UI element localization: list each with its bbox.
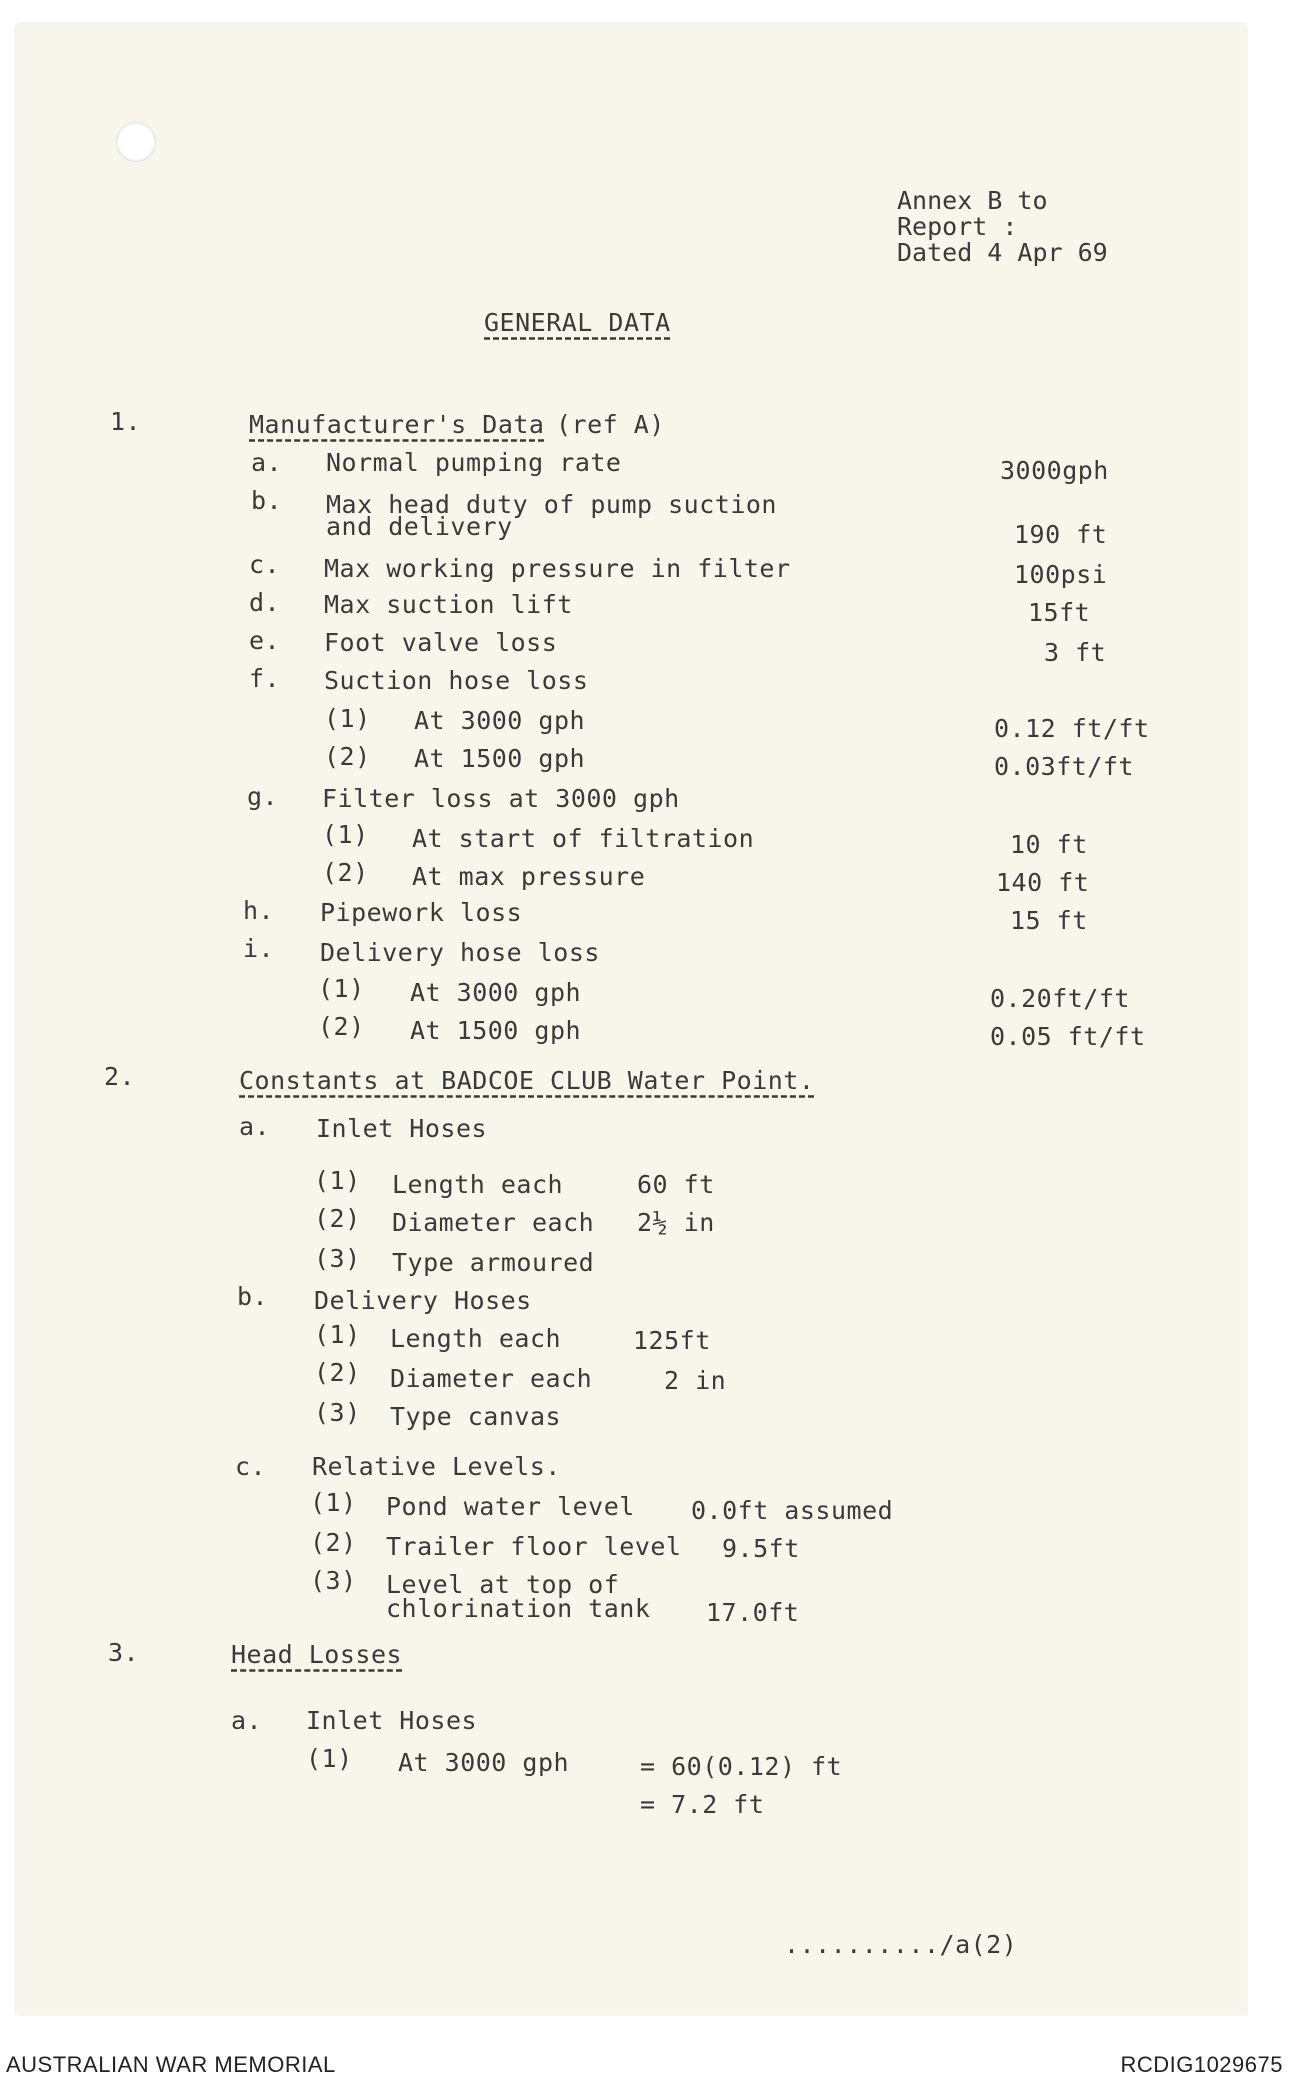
sub-label: At 1500 gph — [410, 1016, 582, 1045]
section-ref: (ref A) — [556, 410, 665, 439]
archive-footer-right: RCDIG1029675 — [1120, 2052, 1283, 2077]
annex-reference — [897, 188, 1157, 266]
sub-value: 9.5ft — [722, 1534, 800, 1563]
punch-hole — [116, 122, 156, 162]
item-label: Foot valve loss — [324, 628, 558, 657]
sub-label: Pond water level — [386, 1492, 635, 1521]
sub-label: Type canvas — [390, 1402, 562, 1431]
sub-label: At start of filtration — [412, 824, 755, 853]
section-number: 2. — [104, 1062, 136, 1091]
item-label: Delivery hose loss — [320, 938, 600, 967]
item-letter: a. — [251, 448, 283, 477]
item-value: 3 ft — [1044, 638, 1107, 667]
item-letter: b. — [237, 1282, 269, 1311]
sub-label: Diameter each — [390, 1364, 593, 1393]
sub-label: At 1500 gph — [414, 744, 586, 773]
item-value: 0.03ft/ft — [994, 752, 1134, 781]
sub-number: (1) — [306, 1744, 353, 1773]
section-number: 1. — [110, 407, 142, 436]
item-letter: b. — [251, 486, 283, 515]
item-label-cont: and delivery — [326, 512, 513, 541]
sub-label: Length each — [392, 1170, 564, 1199]
section-heading: Constants at BADCOE CLUB Water Point. — [239, 1066, 815, 1095]
item-label: Max suction lift — [324, 590, 573, 619]
item-letter: f. — [249, 664, 281, 693]
item-label: Normal pumping rate — [326, 448, 622, 477]
item-label: Relative Levels. — [312, 1452, 561, 1481]
sub-number: (1) — [322, 820, 369, 849]
sub-value: 2½ in — [637, 1208, 715, 1237]
annex-line: Dated 4 Apr 69 — [897, 238, 1108, 267]
item-value: 140 ft — [996, 868, 1090, 897]
sub-label: At 3000 gph — [398, 1748, 570, 1777]
sub-label: Diameter each — [392, 1208, 595, 1237]
item-letter: h. — [243, 896, 275, 925]
sub-number: (3) — [314, 1398, 361, 1427]
sub-number: (1) — [314, 1166, 361, 1195]
continuation-marker: ........../a(2) — [784, 1930, 1018, 1959]
sub-value: 17.0ft — [706, 1598, 800, 1627]
item-value: 0.20ft/ft — [990, 984, 1130, 1013]
sub-number: (3) — [310, 1566, 357, 1595]
sub-number: (2) — [310, 1528, 357, 1557]
sub-label: Length each — [390, 1324, 562, 1353]
annex-line: Report : — [897, 212, 1018, 241]
item-letter: c. — [249, 550, 281, 579]
sub-label-cont: chlorination tank — [386, 1594, 651, 1623]
equation: = 60(0.12) ft — [640, 1752, 843, 1781]
item-label: Filter loss at 3000 gph — [322, 784, 680, 813]
item-label: Inlet Hoses — [316, 1114, 488, 1143]
sub-number: (2) — [324, 742, 371, 771]
item-label: Max working pressure in filter — [324, 554, 791, 583]
archive-footer-left: AUSTRALIAN WAR MEMORIAL — [6, 2052, 336, 2077]
sub-value: 0.0ft assumed — [691, 1496, 894, 1525]
item-value: 100psi — [1014, 560, 1108, 589]
sub-number: (1) — [324, 704, 371, 733]
item-letter: a. — [231, 1706, 263, 1735]
section-number: 3. — [108, 1638, 140, 1667]
annex-line: Annex B to — [897, 186, 1048, 215]
sub-value: 2 in — [664, 1366, 727, 1395]
item-label: Max head duty of pump suction — [326, 490, 777, 519]
item-value: 10 ft — [1010, 830, 1088, 859]
item-letter: a. — [239, 1112, 271, 1141]
item-value: 3000gph — [1000, 456, 1109, 485]
sub-label: At 3000 gph — [414, 706, 586, 735]
item-value: 0.12 ft/ft — [994, 714, 1150, 743]
sub-label: At 3000 gph — [410, 978, 582, 1007]
item-letter: c. — [235, 1452, 267, 1481]
sub-number: (1) — [314, 1320, 361, 1349]
item-letter: e. — [249, 626, 281, 655]
item-letter: d. — [249, 588, 281, 617]
sub-label: Type armoured — [392, 1248, 595, 1277]
item-value: 0.05 ft/ft — [990, 1022, 1146, 1051]
sub-value: 125ft — [633, 1326, 711, 1355]
sub-number: (2) — [314, 1204, 361, 1233]
item-label: Inlet Hoses — [306, 1706, 478, 1735]
sub-number: (2) — [314, 1358, 361, 1387]
item-letter: g. — [247, 782, 279, 811]
sub-label: Trailer floor level — [386, 1532, 682, 1561]
sub-number: (1) — [318, 974, 365, 1003]
item-label: Pipework loss — [320, 898, 523, 927]
sub-number: (2) — [322, 858, 369, 887]
item-value: 190 ft — [1014, 520, 1108, 549]
sub-number: (3) — [314, 1244, 361, 1273]
sub-number: (1) — [310, 1488, 357, 1517]
item-value: 15ft — [1028, 598, 1091, 627]
sub-number: (2) — [318, 1012, 365, 1041]
section-heading: Manufacturer's Data — [249, 410, 545, 439]
item-label: Delivery Hoses — [314, 1286, 532, 1315]
item-value: 15 ft — [1010, 906, 1088, 935]
equation: = 7.2 ft — [640, 1790, 765, 1819]
item-label: Suction hose loss — [324, 666, 589, 695]
item-letter: i. — [243, 934, 275, 963]
sub-value: 60 ft — [637, 1170, 715, 1199]
sub-label: At max pressure — [412, 862, 646, 891]
page-title: GENERAL DATA — [484, 308, 671, 337]
sub-label: Level at top of — [386, 1570, 620, 1599]
section-heading: Head Losses — [231, 1640, 403, 1669]
